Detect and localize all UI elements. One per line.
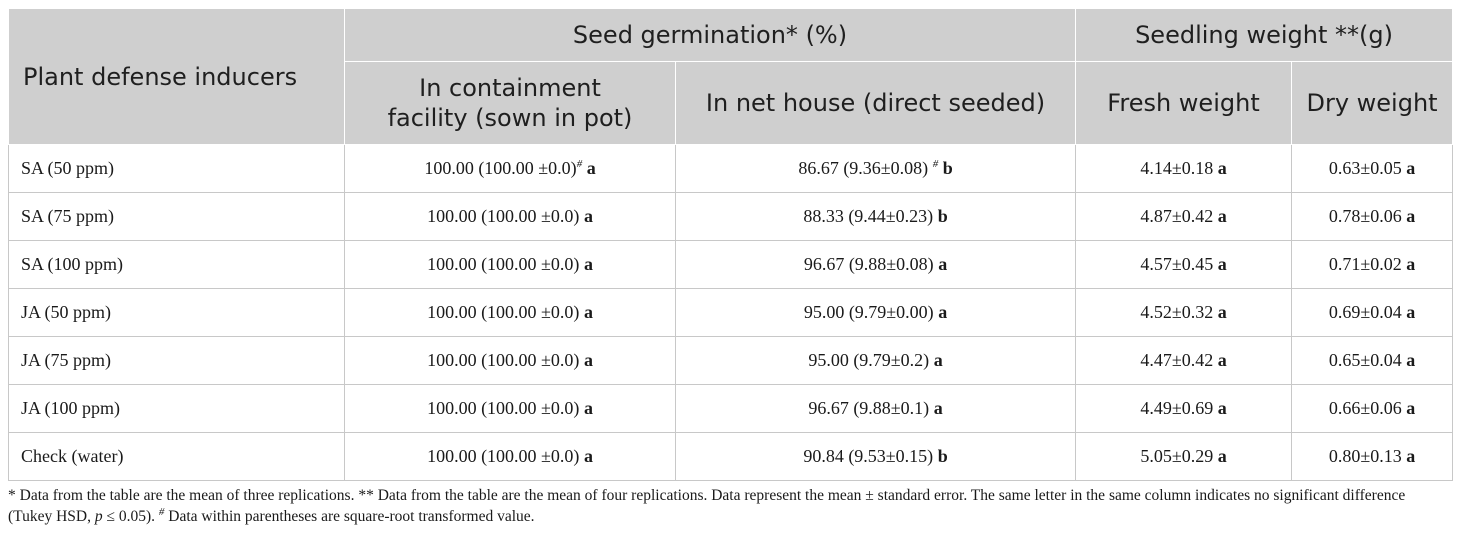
cell-inducer: SA (75 ppm) [9,193,345,241]
table-container [8,8,1452,527]
cell-containment: 100.00 (100.00 ±0.0) a [345,433,676,481]
cell-net-house: 95.00 (9.79±0.2) a [676,337,1076,385]
header-fresh-weight: Fresh weight [1076,62,1292,145]
cell-containment: 100.00 (100.00 ±0.0) a [345,241,676,289]
cell-net-house: 96.67 (9.88±0.08) a [676,241,1076,289]
cell-fresh-weight: 4.49±0.69 a [1076,385,1292,433]
cell-inducer: JA (75 ppm) [9,337,345,385]
table-footnote: * Data from the table are the mean of three replications. ** Data from the table are the mean of four replications. Data represent the mean ± standard error. The same letter in the same column indicates no significant difference (Tukey HSD, p ≤ 0.05). # Data within parentheses are square-root transformed value. [8,487,1406,525]
cell-fresh-weight: 4.47±0.42 a [1076,337,1292,385]
header-seed-germination: Seed germination* (%) [345,9,1076,62]
cell-inducer: JA (100 ppm) [9,385,345,433]
header-net-house: In net house (direct seeded) [676,62,1076,145]
cell-containment: 100.00 (100.00 ±0.0) a [345,193,676,241]
table-row [9,145,1453,193]
header-seedling-weight: Seedling weight **(g) [1076,9,1453,62]
cell-dry-weight: 0.71±0.02 a [1292,241,1453,289]
cell-net-house: 86.67 (9.36±0.08) # b [676,145,1076,193]
table-row [9,241,1453,289]
table-row [9,433,1453,481]
cell-inducer: Check (water) [9,433,345,481]
table-row [9,337,1453,385]
cell-fresh-weight: 4.87±0.42 a [1076,193,1292,241]
cell-dry-weight: 0.66±0.06 a [1292,385,1453,433]
cell-fresh-weight: 4.57±0.45 a [1076,241,1292,289]
cell-dry-weight: 0.78±0.06 a [1292,193,1453,241]
header-dry-weight: Dry weight [1292,62,1453,145]
cell-dry-weight: 0.69±0.04 a [1292,289,1453,337]
cell-containment: 100.00 (100.00 ±0.0)# a [345,145,676,193]
cell-fresh-weight: 4.52±0.32 a [1076,289,1292,337]
cell-containment: 100.00 (100.00 ±0.0) a [345,289,676,337]
table-body [9,145,1453,481]
cell-fresh-weight: 5.05±0.29 a [1076,433,1292,481]
cell-inducer: SA (100 ppm) [9,241,345,289]
header-containment: In containment facility (sown in pot) [345,62,676,145]
table-row [9,289,1453,337]
cell-dry-weight: 0.80±0.13 a [1292,433,1453,481]
cell-inducer: SA (50 ppm) [9,145,345,193]
header-plant-defense-inducers: Plant defense inducers [9,9,345,145]
cell-dry-weight: 0.63±0.05 a [1292,145,1453,193]
cell-net-house: 96.67 (9.88±0.1) a [676,385,1076,433]
cell-dry-weight: 0.65±0.04 a [1292,337,1453,385]
cell-containment: 100.00 (100.00 ±0.0) a [345,385,676,433]
table-row [9,193,1453,241]
cell-fresh-weight: 4.14±0.18 a [1076,145,1292,193]
results-table [8,8,1453,481]
cell-containment: 100.00 (100.00 ±0.0) a [345,337,676,385]
cell-net-house: 88.33 (9.44±0.23) b [676,193,1076,241]
cell-net-house: 90.84 (9.53±0.15) b [676,433,1076,481]
cell-net-house: 95.00 (9.79±0.00) a [676,289,1076,337]
cell-inducer: JA (50 ppm) [9,289,345,337]
table-row [9,385,1453,433]
